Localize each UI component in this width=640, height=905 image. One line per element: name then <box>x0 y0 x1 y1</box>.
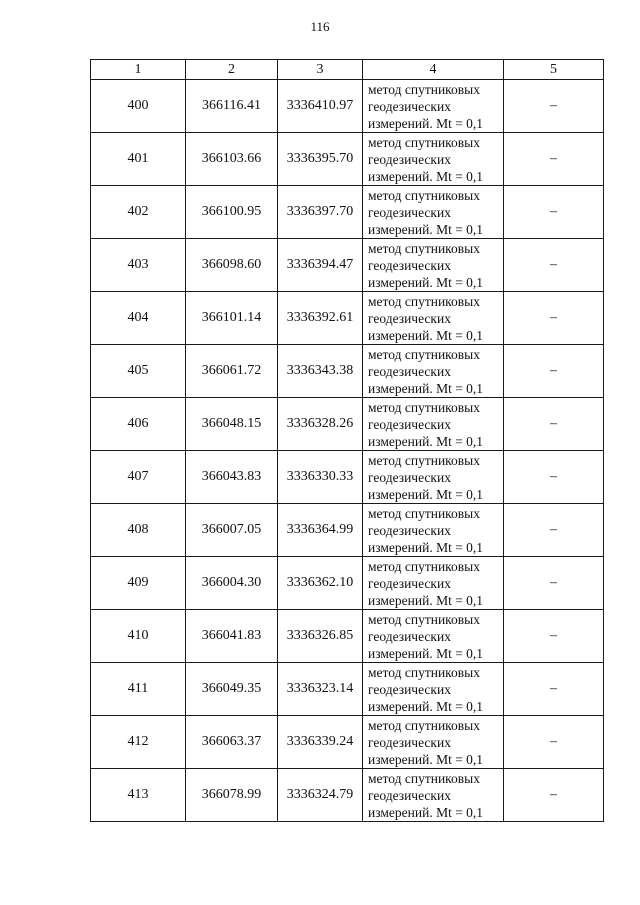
method-cell: метод спутниковых геодезических измерений. Mt = 0,1 <box>363 557 504 610</box>
method-cell: метод спутниковых геодезических измерений. Mt = 0,1 <box>363 80 504 133</box>
method-cell: метод спутниковых геодезических измерений. Mt = 0,1 <box>363 398 504 451</box>
note-cell: – <box>504 345 604 398</box>
x-coordinate-cell: 366048.15 <box>186 398 278 451</box>
table-row <box>91 239 604 292</box>
table-row <box>91 663 604 716</box>
y-coordinate-cell: 3336364.99 <box>278 504 363 557</box>
note-cell: – <box>504 557 604 610</box>
table-row <box>91 80 604 133</box>
table-row <box>91 133 604 186</box>
point-number-cell: 403 <box>91 239 186 292</box>
x-coordinate-cell: 366103.66 <box>186 133 278 186</box>
point-number-cell: 406 <box>91 398 186 451</box>
point-number-cell: 409 <box>91 557 186 610</box>
x-coordinate-cell: 366100.95 <box>186 186 278 239</box>
x-coordinate-cell: 366004.30 <box>186 557 278 610</box>
point-number-cell: 400 <box>91 80 186 133</box>
note-cell: – <box>504 504 604 557</box>
method-cell: метод спутниковых геодезических измерений. Mt = 0,1 <box>363 716 504 769</box>
x-coordinate-cell: 366043.83 <box>186 451 278 504</box>
method-cell: метод спутниковых геодезических измерений. Mt = 0,1 <box>363 663 504 716</box>
point-number-cell: 411 <box>91 663 186 716</box>
y-coordinate-cell: 3336323.14 <box>278 663 363 716</box>
x-coordinate-cell: 366101.14 <box>186 292 278 345</box>
table-row <box>91 610 604 663</box>
y-coordinate-cell: 3336394.47 <box>278 239 363 292</box>
method-cell: метод спутниковых геодезических измерений. Mt = 0,1 <box>363 769 504 822</box>
point-number-cell: 405 <box>91 345 186 398</box>
x-coordinate-cell: 366063.37 <box>186 716 278 769</box>
note-cell: – <box>504 239 604 292</box>
method-cell: метод спутниковых геодезических измерений. Mt = 0,1 <box>363 292 504 345</box>
y-coordinate-cell: 3336395.70 <box>278 133 363 186</box>
point-number-cell: 404 <box>91 292 186 345</box>
point-number-cell: 401 <box>91 133 186 186</box>
table-row <box>91 292 604 345</box>
y-coordinate-cell: 3336343.38 <box>278 345 363 398</box>
point-number-cell: 413 <box>91 769 186 822</box>
table-row <box>91 186 604 239</box>
note-cell: – <box>504 186 604 239</box>
point-number-cell: 407 <box>91 451 186 504</box>
x-coordinate-cell: 366078.99 <box>186 769 278 822</box>
note-cell: – <box>504 80 604 133</box>
table-row <box>91 769 604 822</box>
y-coordinate-cell: 3336392.61 <box>278 292 363 345</box>
y-coordinate-cell: 3336339.24 <box>278 716 363 769</box>
point-number-cell: 412 <box>91 716 186 769</box>
x-coordinate-cell: 366116.41 <box>186 80 278 133</box>
x-coordinate-cell: 366098.60 <box>186 239 278 292</box>
column-header: 5 <box>504 60 604 80</box>
y-coordinate-cell: 3336324.79 <box>278 769 363 822</box>
y-coordinate-cell: 3336330.33 <box>278 451 363 504</box>
table-header-row <box>91 60 604 80</box>
note-cell: – <box>504 398 604 451</box>
column-header: 1 <box>91 60 186 80</box>
point-number-cell: 410 <box>91 610 186 663</box>
x-coordinate-cell: 366041.83 <box>186 610 278 663</box>
x-coordinate-cell: 366007.05 <box>186 504 278 557</box>
y-coordinate-cell: 3336326.85 <box>278 610 363 663</box>
note-cell: – <box>504 716 604 769</box>
note-cell: – <box>504 769 604 822</box>
column-header: 4 <box>363 60 504 80</box>
table-row <box>91 398 604 451</box>
x-coordinate-cell: 366049.35 <box>186 663 278 716</box>
method-cell: метод спутниковых геодезических измерений. Mt = 0,1 <box>363 610 504 663</box>
column-header: 2 <box>186 60 278 80</box>
page-number: 116 <box>310 19 330 34</box>
method-cell: метод спутниковых геодезических измерений. Mt = 0,1 <box>363 186 504 239</box>
table-row <box>91 557 604 610</box>
coordinates-table <box>90 59 604 822</box>
method-cell: метод спутниковых геодезических измерений. Mt = 0,1 <box>363 451 504 504</box>
method-cell: метод спутниковых геодезических измерений. Mt = 0,1 <box>363 504 504 557</box>
table-row <box>91 345 604 398</box>
table-row <box>91 451 604 504</box>
point-number-cell: 402 <box>91 186 186 239</box>
method-cell: метод спутниковых геодезических измерений. Mt = 0,1 <box>363 239 504 292</box>
note-cell: – <box>504 610 604 663</box>
column-header: 3 <box>278 60 363 80</box>
method-cell: метод спутниковых геодезических измерений. Mt = 0,1 <box>363 345 504 398</box>
table-body <box>91 80 604 822</box>
method-cell: метод спутниковых геодезических измерений. Mt = 0,1 <box>363 133 504 186</box>
table-row <box>91 504 604 557</box>
table-row <box>91 716 604 769</box>
point-number-cell: 408 <box>91 504 186 557</box>
note-cell: – <box>504 292 604 345</box>
y-coordinate-cell: 3336397.70 <box>278 186 363 239</box>
x-coordinate-cell: 366061.72 <box>186 345 278 398</box>
y-coordinate-cell: 3336328.26 <box>278 398 363 451</box>
y-coordinate-cell: 3336362.10 <box>278 557 363 610</box>
note-cell: – <box>504 663 604 716</box>
note-cell: – <box>504 133 604 186</box>
y-coordinate-cell: 3336410.97 <box>278 80 363 133</box>
note-cell: – <box>504 451 604 504</box>
